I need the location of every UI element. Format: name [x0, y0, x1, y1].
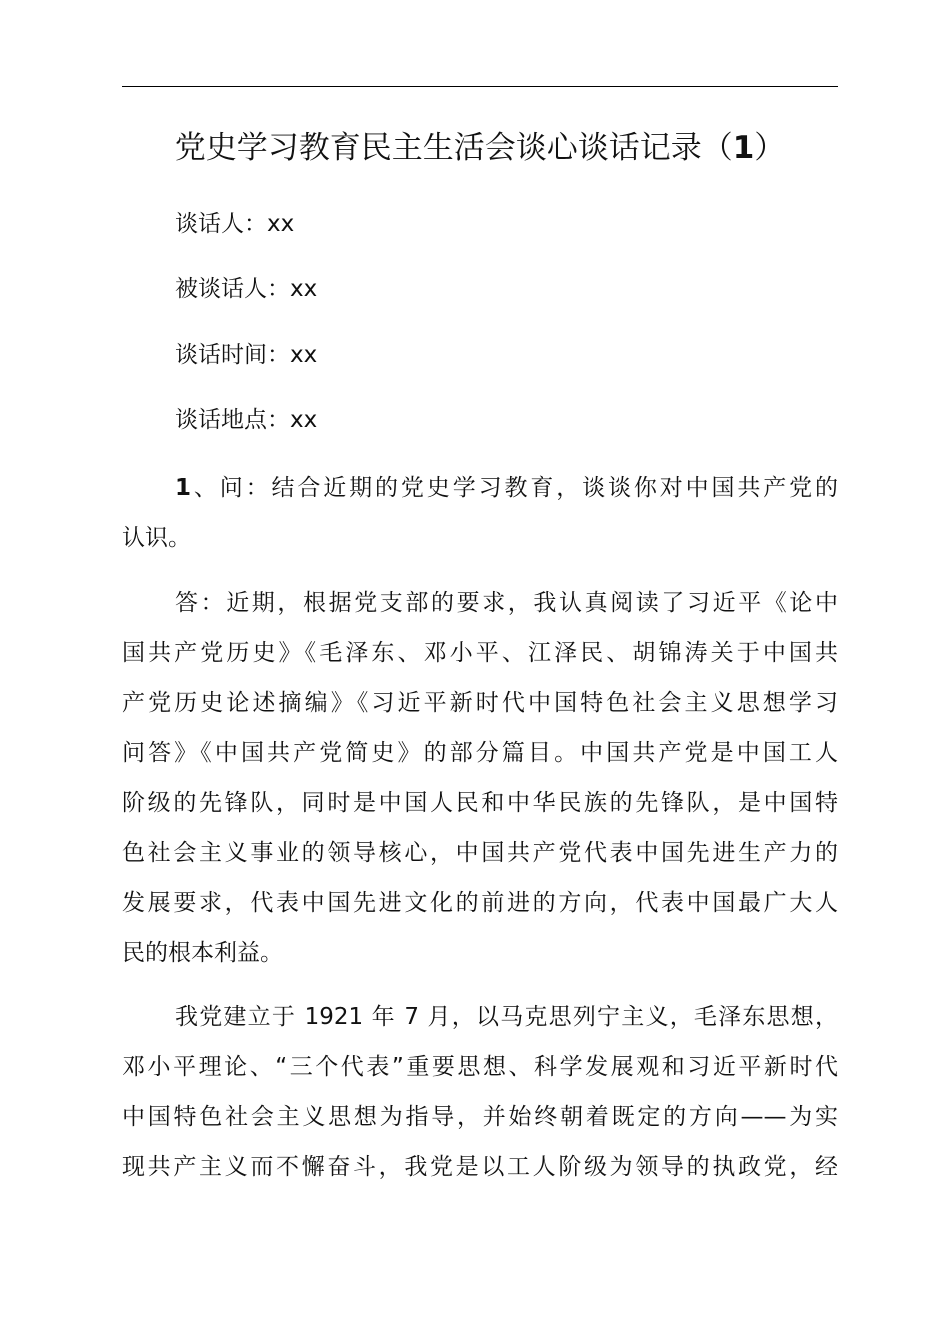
answer-1 — [122, 578, 838, 978]
question-1 — [122, 463, 838, 563]
question-1-line — [122, 463, 838, 513]
question-1-number: 1 — [175, 475, 192, 501]
answer-1-line: 民的根本利益。 — [122, 940, 283, 966]
meta-interviewee: 被谈话人：xx — [175, 276, 318, 302]
paragraph-2 — [122, 992, 838, 1192]
question-1-text: 、问：结合近期的党史学习教育，谈谈你对中国共产党的 — [191, 475, 838, 501]
paragraph-2-line: 我党建立于 1921 年 7 月，以马克思列宁主义，毛泽东思想， — [175, 1004, 838, 1030]
header-rule — [122, 86, 838, 87]
meta-interviewer: 谈话人：xx — [175, 211, 295, 237]
answer-1-line: 发展要求，代表中国先进文化的前进的方向，代表中国最广大人 — [122, 890, 838, 916]
answer-1-line: 产党历史论述摘编》《习近平新时代中国特色社会主义思想学习 — [122, 690, 838, 716]
title-suffix: ） — [754, 130, 786, 166]
title-number: 1 — [732, 130, 755, 166]
title-prefix: 党史学习教育民主生活会谈心谈话记录（ — [174, 130, 733, 166]
answer-1-line: 国共产党历史》《毛泽东、邓小平、江泽民、胡锦涛关于中国共 — [122, 640, 838, 666]
paragraph-2-line: 现共产主义而不懈奋斗，我党是以工人阶级为领导的执政党，经 — [122, 1154, 838, 1180]
document-title — [122, 124, 838, 172]
answer-1-line: 问答》《中国共产党简史》的部分篇目。中国共产党是中国工人 — [122, 740, 838, 766]
question-1-line: 认识。 — [122, 525, 191, 551]
paragraph-2-line: 邓小平理论、“三个代表”重要思想、科学发展观和习近平新时代 — [122, 1054, 838, 1080]
answer-1-line: 阶级的先锋队，同时是中国人民和中华民族的先锋队，是中国特 — [122, 790, 838, 816]
paragraph-2-line: 中国特色社会主义思想为指导，并始终朝着既定的方向——为实 — [122, 1104, 838, 1130]
meta-place: 谈话地点：xx — [175, 407, 318, 433]
meta-time: 谈话时间：xx — [175, 342, 318, 368]
answer-1-line: 答：近期，根据党支部的要求，我认真阅读了习近平《论中 — [175, 590, 838, 616]
answer-1-line: 色社会主义事业的领导核心，中国共产党代表中国先进生产力的 — [122, 840, 838, 866]
